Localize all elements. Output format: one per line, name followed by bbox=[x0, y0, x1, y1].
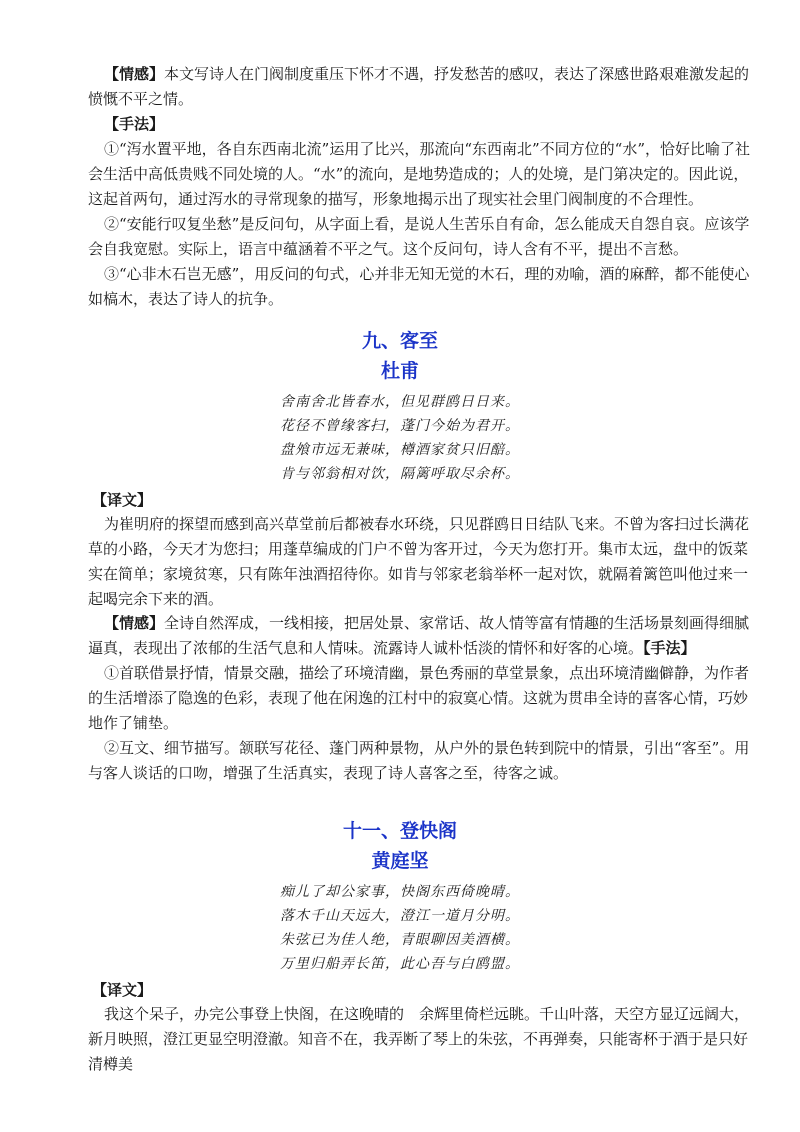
poem-line: 肯与邻翁相对饮，隔篱呼取尽余杯。 bbox=[280, 466, 520, 482]
poem-author-huangtingjian: 黄庭坚 bbox=[371, 850, 429, 872]
emotion-text: 本文写诗人在门阀制度重压下怀才不遇，抒发愁苦的感叹，表达了深感世路艰难激发起的愤慨不平之情。 bbox=[88, 65, 750, 108]
emotion-paragraph-2 bbox=[88, 611, 758, 661]
poem-line: 落木千山天远大，澄江一道月分明。 bbox=[280, 908, 520, 924]
technique-point-1-1: ①“泻水置平地，各自东西南北流”运用了比兴，那流向“东西南北”不同方位的“水”，恰好比喻了社会生活中高低贵贱不同处境的人。“水”的流向，是地势造成的；人的处境，是门第决定的。因此说，这起首两句，通过泻水的寻常现象的描写，形象地揭示出了现实社会里门阀制度的不合理性。 bbox=[88, 140, 751, 208]
translation-paragraph-2: 为崔明府的探望而感到高兴草堂前后都被春水环绕，只见群鸥日日结队飞来。不曾为客扫过长满花草的小路，今天才为您扫；用蓬草编成的门户不曾为客开过，今天为您打开。集市太远，盘中的饭菜实在简单；家境贫寒，只有陈年浊酒招待你。如肯与邻家老翁举杯一起对饮，就隔着篱笆叫他过来一起喝完余下来的酒。 bbox=[88, 515, 750, 608]
emotion-tag: 【情感】 bbox=[104, 614, 165, 632]
technique-tag-1: 【手法】 bbox=[104, 115, 165, 133]
poem-title-kezhi: 九、客至 bbox=[361, 330, 438, 352]
technique-point-1-2: ②“安能行叹复坐愁”是反问句，从字面上看，是说人生苦乐自有命，怎么能成天自怨自哀。应该学会自我宽慰。实际上，语言中蕴涵着不平之气。这个反问句，诗人含有不平，提出不言愁。 bbox=[88, 215, 750, 258]
emotion-text: 全诗自然浑成，一线相接，把居处景、家常话、故人情等富有情趣的生活场景刻画得细腻逼真，表现出了浓郁的生活气息和人情味。流露诗人诚朴恬淡的情怀和好客的心境。 bbox=[88, 614, 750, 657]
technique-point-2-1: ①首联借景抒情，情景交融，描绘了环境清幽，景色秀丽的草堂景象，点出环境清幽僻静，为作者的生活增添了隐逸的色彩，表现了他在闲逸的江村中的寂寞心情。这就为贯串全诗的喜客心情，巧妙地作了铺垫。 bbox=[88, 664, 750, 732]
poem-line: 朱弦已为佳人绝，青眼聊因美酒横。 bbox=[280, 932, 520, 948]
poem-line: 万里归船弄长笛，此心吾与白鸥盟。 bbox=[280, 956, 520, 972]
poem-title-dengkuaige: 十一、登快阁 bbox=[342, 820, 457, 842]
technique-point-2-2: ②互文、细节描写。颔联写花径、蓬门两种景物，从户外的景色转到院中的情景，引出“客至”。用与客人谈话的口吻，增强了生活真实，表现了诗人喜客之至，待客之诚。 bbox=[88, 739, 750, 782]
poem-line: 盘飧市远无兼味，樽酒家贫只旧醅。 bbox=[280, 442, 520, 458]
emotion-tag: 【情感】 bbox=[104, 65, 165, 83]
translation-paragraph-3: 我这个呆子，办完公事登上快阁，在这晚晴的 余辉里倚栏远眺。千山叶落，天空方显辽远阔大，新月映照，澄江更显空明澄澈。知音不在，我弄断了琴上的朱弦，不再弹奏，只能寄杯于酒于是只好清樽美 bbox=[88, 1005, 750, 1073]
translation-tag-3: 【译文】 bbox=[92, 981, 153, 999]
technique-point-1-3: ③“心非木石岂无感”，用反问的句式，心并非无知无觉的木石，理的劝喻，酒的麻醉，都不能使心如槁木，表达了诗人的抗争。 bbox=[88, 265, 750, 308]
poem-line: 痴儿了却公家事，快阁东西倚晚晴。 bbox=[280, 884, 520, 900]
poem-line: 舍南舍北皆春水，但见群鸥日日来。 bbox=[280, 394, 520, 410]
poem-author-dufu: 杜甫 bbox=[380, 360, 419, 382]
emotion-paragraph-1 bbox=[88, 62, 758, 112]
poem-line: 花径不曾缘客扫，蓬门今始为君开。 bbox=[280, 418, 520, 434]
technique-tag: 【手法】 bbox=[643, 639, 696, 657]
translation-tag-2: 【译文】 bbox=[92, 491, 153, 509]
